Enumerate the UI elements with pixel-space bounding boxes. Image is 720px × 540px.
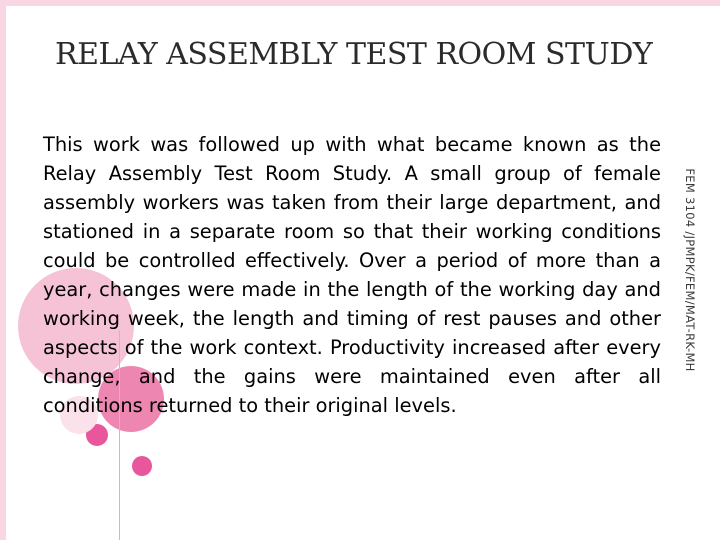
slide-body-text: This work was followed up with what became known as the Relay Assembly Test Room Study. A small group of female assembly workers was taken from their large department, and stationed in a separate room so that their working conditions could be controlled effectively. Over a period of more than a year, changes were made in the length of the working day and working week, the length and timing of rest pauses and other aspects of the work context. Productivity increased after every change, and the gains were maintained even after all conditions returned to their original levels.	[43, 133, 661, 417]
decorative-circle-small-lower	[132, 456, 152, 476]
slide-title: RELAY ASSEMBLY TEST ROOM STUDY	[55, 37, 653, 72]
left-border-decoration	[0, 0, 6, 540]
top-border-decoration	[0, 0, 720, 6]
course-code-label: FEM 3104 /JPMPK/FEM/MAT-RK-MH	[683, 168, 697, 372]
